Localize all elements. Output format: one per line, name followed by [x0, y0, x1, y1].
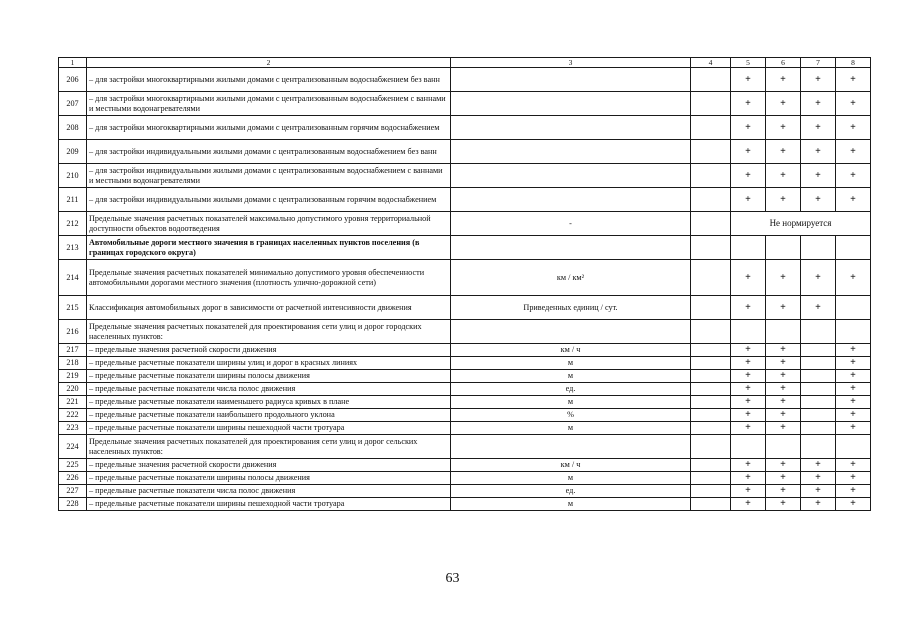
row-unit	[451, 320, 691, 344]
row-description: Классификация автомобильных дорог в зависимости от расчетной интенсивности движения	[87, 296, 451, 320]
row-number: 222	[59, 409, 87, 422]
table-row	[59, 498, 871, 511]
row-number: 215	[59, 296, 87, 320]
row-col-4	[691, 92, 731, 116]
row-unit: км / км²	[451, 260, 691, 296]
row-col-7	[801, 422, 836, 435]
row-col-7: +	[801, 68, 836, 92]
table-row	[59, 485, 871, 498]
row-description: – предельные значения расчетной скорости движения	[87, 344, 451, 357]
row-description: Предельные значения расчетных показателей минимально допустимого уровня обеспеченности автомобильными дорогами местного значения (плотность улично-дорожной сети)	[87, 260, 451, 296]
row-col-4	[691, 435, 731, 459]
row-col-7	[801, 409, 836, 422]
table-row	[59, 236, 871, 260]
row-col-6: +	[766, 92, 801, 116]
row-col-8: +	[836, 422, 871, 435]
header-col-6: 6	[766, 58, 801, 68]
row-col-7	[801, 320, 836, 344]
row-col-7: +	[801, 116, 836, 140]
row-unit: -	[451, 212, 691, 236]
row-number: 228	[59, 498, 87, 511]
row-col-8: +	[836, 383, 871, 396]
row-description: – предельные расчетные показатели ширины пешеходной части тротуара	[87, 422, 451, 435]
row-col-7: +	[801, 485, 836, 498]
row-col-5: +	[731, 140, 766, 164]
row-description: – предельные расчетные показатели ширины полосы движения	[87, 472, 451, 485]
row-description: – для застройки многоквартирными жилыми домами с централизованным горячим водоснабжением	[87, 116, 451, 140]
row-unit: м	[451, 396, 691, 409]
row-col-7	[801, 357, 836, 370]
row-col-6: +	[766, 383, 801, 396]
row-number: 220	[59, 383, 87, 396]
row-col-8: +	[836, 116, 871, 140]
table-row	[59, 116, 871, 140]
row-description: – для застройки индивидуальными жилыми домами с централизованным водоснабжением без ванн	[87, 140, 451, 164]
row-unit: м	[451, 472, 691, 485]
row-col-7	[801, 383, 836, 396]
row-col-6	[766, 320, 801, 344]
row-number: 207	[59, 92, 87, 116]
row-number: 214	[59, 260, 87, 296]
table-header-row	[59, 58, 871, 68]
row-number: 211	[59, 188, 87, 212]
row-col-7: +	[801, 459, 836, 472]
row-col-5: +	[731, 409, 766, 422]
row-col-7: +	[801, 164, 836, 188]
row-col-6: +	[766, 498, 801, 511]
row-description: Предельные значения расчетных показателей максимально допустимого уровня территориальной доступности объектов водоотведения	[87, 212, 451, 236]
row-col-8: +	[836, 140, 871, 164]
row-description: – предельные расчетные показатели ширины пешеходной части тротуара	[87, 498, 451, 511]
row-unit	[451, 140, 691, 164]
row-col-7: +	[801, 472, 836, 485]
row-description: – для застройки многоквартирными жилыми домами с централизованным водоснабжением с ваннами и местными водонагревателями	[87, 92, 451, 116]
row-col-6: +	[766, 409, 801, 422]
page-number: 63	[445, 571, 460, 586]
row-number: 224	[59, 435, 87, 459]
row-col-6: +	[766, 260, 801, 296]
row-col-4	[691, 164, 731, 188]
table-row	[59, 92, 871, 116]
row-col-6: +	[766, 357, 801, 370]
row-col-8: +	[836, 188, 871, 212]
row-unit: м	[451, 370, 691, 383]
row-col-8: +	[836, 409, 871, 422]
row-number: 209	[59, 140, 87, 164]
row-col-4	[691, 296, 731, 320]
row-col-7: +	[801, 498, 836, 511]
row-col-5	[731, 435, 766, 459]
row-number: 219	[59, 370, 87, 383]
row-col-4	[691, 485, 731, 498]
row-col-5	[731, 236, 766, 260]
row-description: Автомобильные дороги местного значения в границах населенных пунктов поселения (в границах городского округа)	[87, 236, 451, 260]
row-col-4	[691, 409, 731, 422]
row-number: 217	[59, 344, 87, 357]
row-unit: ед.	[451, 383, 691, 396]
row-col-4	[691, 459, 731, 472]
row-col-6: +	[766, 116, 801, 140]
row-col-5: +	[731, 370, 766, 383]
row-col-4	[691, 498, 731, 511]
row-col-7: +	[801, 260, 836, 296]
row-col-6: +	[766, 396, 801, 409]
row-col-6: +	[766, 164, 801, 188]
row-unit: м	[451, 422, 691, 435]
row-unit	[451, 435, 691, 459]
row-col-7	[801, 236, 836, 260]
row-col-4	[691, 188, 731, 212]
row-col-5: +	[731, 396, 766, 409]
row-col-8: +	[836, 472, 871, 485]
row-col-6: +	[766, 188, 801, 212]
row-description: – предельные значения расчетной скорости движения	[87, 459, 451, 472]
row-col-5: +	[731, 422, 766, 435]
header-col-3: 3	[451, 58, 691, 68]
row-col-7: +	[801, 296, 836, 320]
row-col-8: +	[836, 68, 871, 92]
row-col-7	[801, 435, 836, 459]
table-row	[59, 472, 871, 485]
table-row	[59, 140, 871, 164]
row-col-6: +	[766, 472, 801, 485]
row-col-6: +	[766, 68, 801, 92]
row-col-8: +	[836, 164, 871, 188]
row-col-5: +	[731, 116, 766, 140]
table-row	[59, 357, 871, 370]
row-col-6: +	[766, 296, 801, 320]
row-number: 216	[59, 320, 87, 344]
row-col-4	[691, 260, 731, 296]
row-col-7	[801, 344, 836, 357]
row-col-8	[836, 296, 871, 320]
row-col-6: +	[766, 459, 801, 472]
row-number: 213	[59, 236, 87, 260]
row-unit: м	[451, 498, 691, 511]
table-body	[59, 58, 871, 511]
row-description: – предельные расчетные показатели наименьшего радиуса кривых в плане	[87, 396, 451, 409]
row-col-6: +	[766, 422, 801, 435]
row-col-7	[801, 396, 836, 409]
row-col-8: +	[836, 498, 871, 511]
row-col-8: +	[836, 260, 871, 296]
table-row	[59, 383, 871, 396]
row-unit	[451, 68, 691, 92]
row-col-5: +	[731, 344, 766, 357]
row-col-4	[691, 472, 731, 485]
row-number: 212	[59, 212, 87, 236]
row-description: – предельные расчетные показатели ширины улиц и дорог в красных линиях	[87, 357, 451, 370]
header-col-5: 5	[731, 58, 766, 68]
table-row	[59, 370, 871, 383]
table-row	[59, 409, 871, 422]
row-col-5: +	[731, 472, 766, 485]
row-number: 210	[59, 164, 87, 188]
row-description: – предельные расчетные показатели наибольшего продольного уклона	[87, 409, 451, 422]
row-col-4	[691, 320, 731, 344]
table-row	[59, 435, 871, 459]
header-col-4: 4	[691, 58, 731, 68]
row-col-5: +	[731, 164, 766, 188]
table-row	[59, 212, 871, 236]
row-col-4	[691, 116, 731, 140]
row-col-4	[691, 344, 731, 357]
row-col-5: +	[731, 498, 766, 511]
row-col-6: +	[766, 485, 801, 498]
row-col-7: +	[801, 92, 836, 116]
row-unit	[451, 92, 691, 116]
table-row	[59, 396, 871, 409]
row-unit: км / ч	[451, 459, 691, 472]
row-col-5: +	[731, 260, 766, 296]
header-col-2: 2	[87, 58, 451, 68]
row-col-8: +	[836, 396, 871, 409]
row-unit	[451, 164, 691, 188]
row-col-5: +	[731, 459, 766, 472]
row-col-8	[836, 435, 871, 459]
row-col-4	[691, 383, 731, 396]
table-row	[59, 260, 871, 296]
row-number: 208	[59, 116, 87, 140]
row-col-6: +	[766, 370, 801, 383]
row-col-4	[691, 357, 731, 370]
row-unit: %	[451, 409, 691, 422]
row-col-8: +	[836, 344, 871, 357]
row-number: 218	[59, 357, 87, 370]
row-unit	[451, 116, 691, 140]
row-col-5: +	[731, 296, 766, 320]
table-row	[59, 459, 871, 472]
row-col-7: +	[801, 140, 836, 164]
row-unit	[451, 188, 691, 212]
row-number: 206	[59, 68, 87, 92]
row-col-8: +	[836, 459, 871, 472]
row-number: 223	[59, 422, 87, 435]
table-row	[59, 296, 871, 320]
row-col-5: +	[731, 357, 766, 370]
row-unit: м	[451, 357, 691, 370]
row-col-5	[731, 320, 766, 344]
row-number: 225	[59, 459, 87, 472]
row-unit	[451, 236, 691, 260]
row-number: 221	[59, 396, 87, 409]
row-description: – предельные расчетные показатели ширины полосы движения	[87, 370, 451, 383]
row-col-4	[691, 396, 731, 409]
header-col-1: 1	[59, 58, 87, 68]
row-description: – предельные расчетные показатели числа полос движения	[87, 485, 451, 498]
row-col-5: +	[731, 68, 766, 92]
table-row	[59, 344, 871, 357]
row-col-7	[801, 370, 836, 383]
row-col-5: +	[731, 485, 766, 498]
table-row	[59, 422, 871, 435]
row-col-4	[691, 236, 731, 260]
row-col-8	[836, 320, 871, 344]
row-col-5: +	[731, 383, 766, 396]
row-description: – для застройки индивидуальными жилыми домами с централизованным горячим водоснабжением	[87, 188, 451, 212]
row-col-4	[691, 212, 731, 236]
row-col-8: +	[836, 92, 871, 116]
table-row	[59, 188, 871, 212]
row-description: Предельные значения расчетных показателей для проектирования сети улиц и дорог сельских населенных пунктов:	[87, 435, 451, 459]
row-number: 226	[59, 472, 87, 485]
row-description: – предельные расчетные показатели числа полос движения	[87, 383, 451, 396]
row-unit: ед.	[451, 485, 691, 498]
row-col-6	[766, 236, 801, 260]
row-description: Предельные значения расчетных показателей для проектирования сети улиц и дорог городских населенных пунктов:	[87, 320, 451, 344]
header-col-7: 7	[801, 58, 836, 68]
row-col-7: +	[801, 188, 836, 212]
row-col-5: +	[731, 92, 766, 116]
row-col-8: +	[836, 357, 871, 370]
row-col-8: +	[836, 485, 871, 498]
row-unit: км / ч	[451, 344, 691, 357]
row-col-6: +	[766, 344, 801, 357]
row-col-8	[836, 236, 871, 260]
row-col-6: +	[766, 140, 801, 164]
header-col-8: 8	[836, 58, 871, 68]
row-col-8: +	[836, 370, 871, 383]
row-col-4	[691, 422, 731, 435]
row-col-4	[691, 140, 731, 164]
norms-table	[58, 57, 871, 511]
row-description: – для застройки индивидуальными жилыми домами с централизованным водоснабжением с ваннами и местными водонагревателями	[87, 164, 451, 188]
row-col-6	[766, 435, 801, 459]
row-merged-note: Не нормируется	[731, 212, 871, 236]
table-row	[59, 320, 871, 344]
row-col-5: +	[731, 188, 766, 212]
row-unit: Приведенных единиц / сут.	[451, 296, 691, 320]
table-row	[59, 68, 871, 92]
row-number: 227	[59, 485, 87, 498]
row-col-4	[691, 68, 731, 92]
row-col-4	[691, 370, 731, 383]
table-row	[59, 164, 871, 188]
row-description: – для застройки многоквартирными жилыми домами с централизованным водоснабжением без ванн	[87, 68, 451, 92]
